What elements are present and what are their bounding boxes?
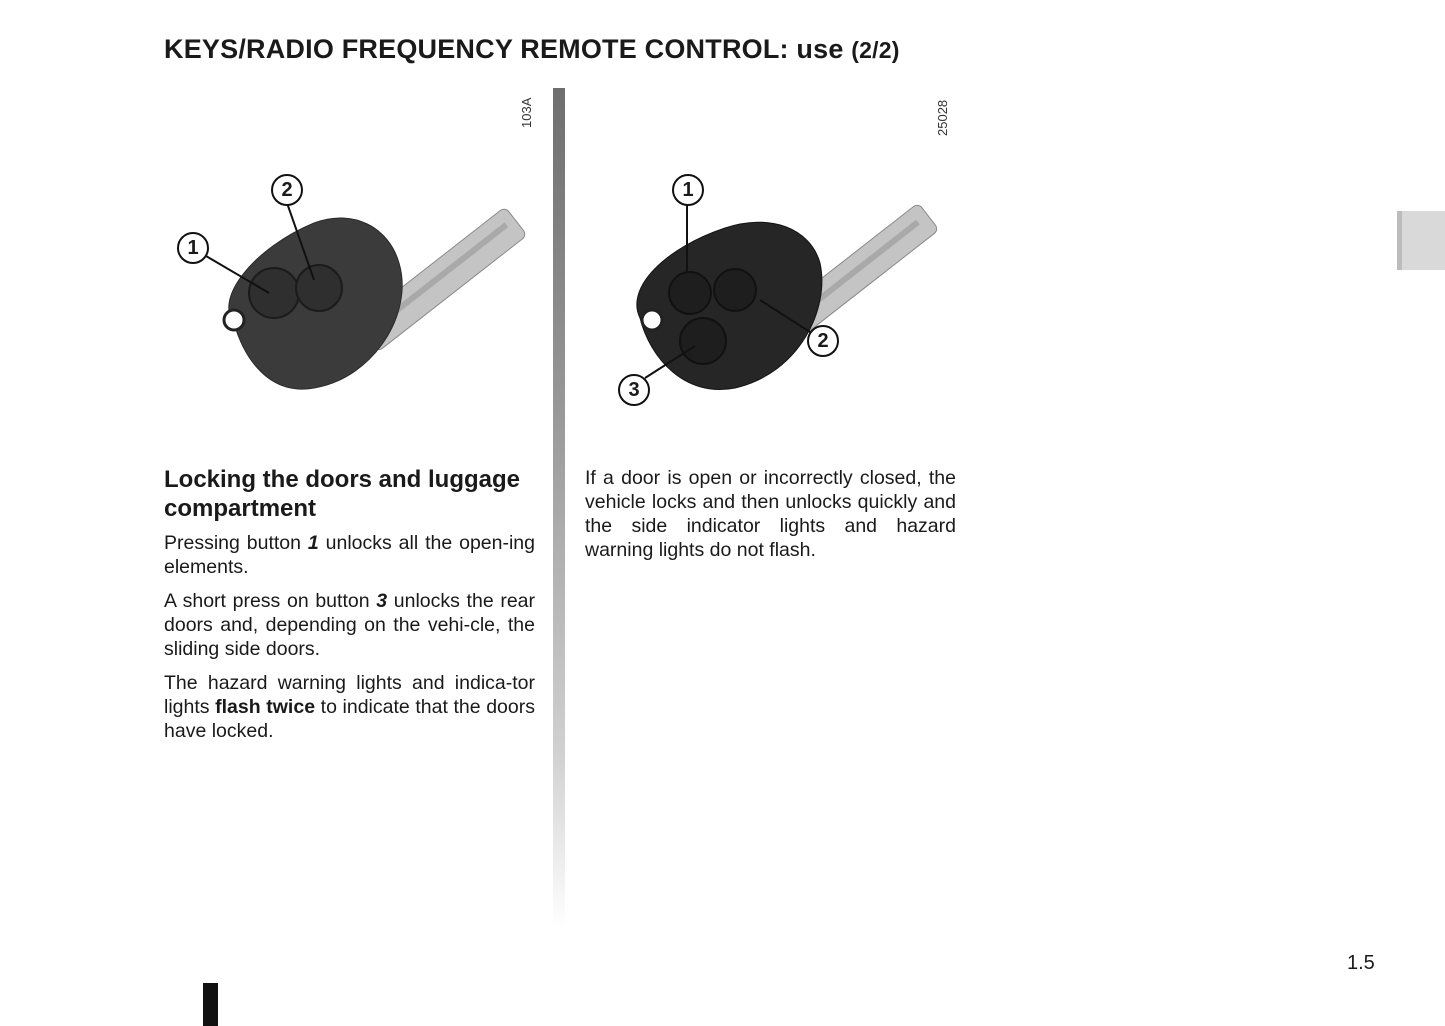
two-button-remote-key-icon xyxy=(164,88,544,458)
page-number: 1.5 xyxy=(1347,952,1375,974)
paragraph-2 xyxy=(164,589,535,661)
callout-1: 1 xyxy=(672,174,704,206)
print-mark xyxy=(203,983,218,1026)
callout-2: 2 xyxy=(807,325,839,357)
figure-code: 25028 xyxy=(935,99,950,136)
paragraph-1 xyxy=(164,531,535,579)
figure-code: 103A xyxy=(519,97,534,128)
text: unlocks the rear doors and, depending on the vehi-cle, the sliding side doors. xyxy=(164,590,536,660)
column-divider xyxy=(553,88,565,928)
title-page-indicator: (2/2) xyxy=(851,37,900,63)
callout-2: 2 xyxy=(271,174,303,206)
right-paragraph: If a door is open or incorrectly closed, the vehicle locks and then unlocks quickly and the side indicator lights and hazard warning lights do not flash. xyxy=(585,467,956,561)
paragraph-3 xyxy=(164,671,535,743)
text: The hazard warning lights and indica-tor lights xyxy=(164,672,535,718)
button-ref: 1 xyxy=(307,532,319,554)
page-title xyxy=(164,34,900,65)
text: Pressing button xyxy=(164,532,308,554)
text: A short press on button xyxy=(164,590,377,612)
text: unlocks all the open-ing elements. xyxy=(164,532,535,578)
text: to indicate that the doors have locked. xyxy=(164,696,535,742)
three-button-key-figure xyxy=(585,88,965,458)
callout-1: 1 xyxy=(177,232,209,264)
callout-3: 3 xyxy=(618,374,650,406)
section-heading: Locking the doors and luggage compartment xyxy=(164,466,521,522)
button-ref: 3 xyxy=(376,590,388,612)
title-main: KEYS/RADIO FREQUENCY REMOTE CONTROL: use xyxy=(164,34,844,64)
chapter-thumb-tab xyxy=(1397,211,1445,270)
two-button-key-figure xyxy=(164,88,544,458)
emphasis: flash twice xyxy=(215,696,316,718)
